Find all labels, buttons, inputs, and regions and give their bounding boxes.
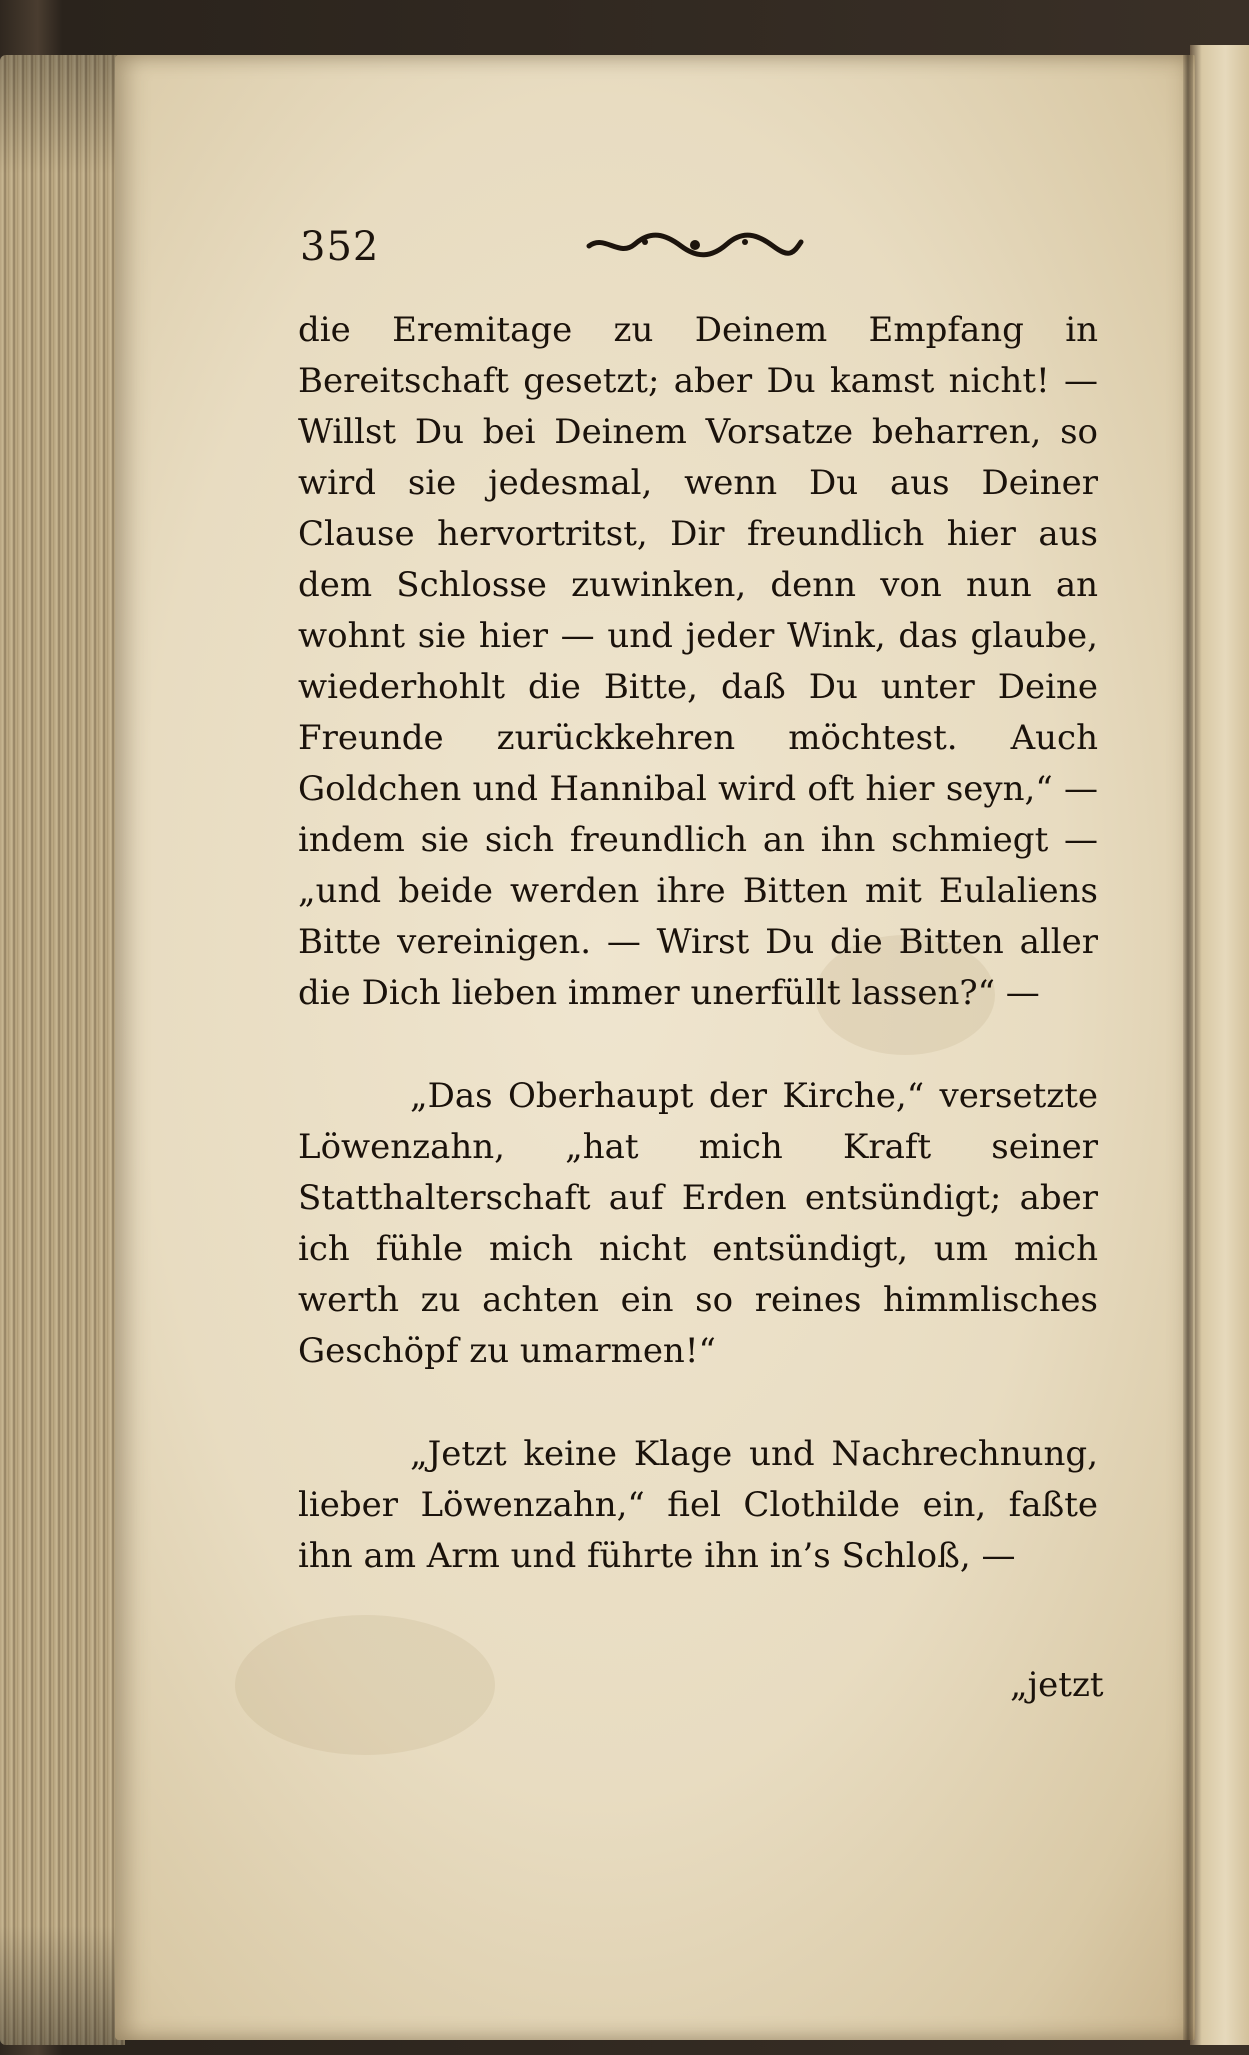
catchword: „jetzt bbox=[1010, 1665, 1104, 1705]
facing-page-edge bbox=[1190, 45, 1249, 2045]
paragraph: die Eremitage zu Deinem Empfang in Bereitschaft gesetzt; aber Du kamst nicht! — Willst Du bei Deinem Vorsatze beharren, so wird sie jedesmal, wenn Du aus Deiner Clause hervortritst, Dir freundlich hier aus dem Schlosse zuwinken, denn von nun an wohnt sie hier — und jeder Wink, das glaube, wiederhohlt die Bitte, daß Du unter Deine Freunde zurückkehren möchtest. Auch Goldchen und Hannibal wird oft hier seyn,“ — indem sie sich freundlich an ihn schmiegt — „und beide werden ihre Bitten mit Eulaliens Bitte vereinigen. — Wirst Du die Bitten aller die Dich lieben immer unerfüllt lassen?“ — bbox=[298, 310, 1098, 1013]
ornament-flourish bbox=[585, 230, 805, 260]
page-header bbox=[300, 224, 1100, 274]
page-edges-shadow bbox=[0, 55, 125, 2045]
gutter-shadow bbox=[1183, 55, 1193, 2040]
paragraph: „Jetzt keine Klage und Nachrechnung, lieber Löwenzahn,“ fiel Clothilde ein, faßte ihn am Arm und führte ihn in’s Schloß, — bbox=[298, 1434, 1098, 1576]
page-number: 352 bbox=[300, 224, 380, 270]
paper-stain bbox=[235, 1615, 495, 1755]
paragraph: „Das Oberhaupt der Kirche,“ versetzte Löwenzahn, „hat mich Kraft seiner Statthalterschaft auf Erden entsündigt; aber ich fühle mich nicht entsündigt, um mich werth zu achten ein so reines himmlisches Geschöpf zu umarmen!“ bbox=[298, 1076, 1098, 1371]
body-text bbox=[298, 305, 1098, 1582]
